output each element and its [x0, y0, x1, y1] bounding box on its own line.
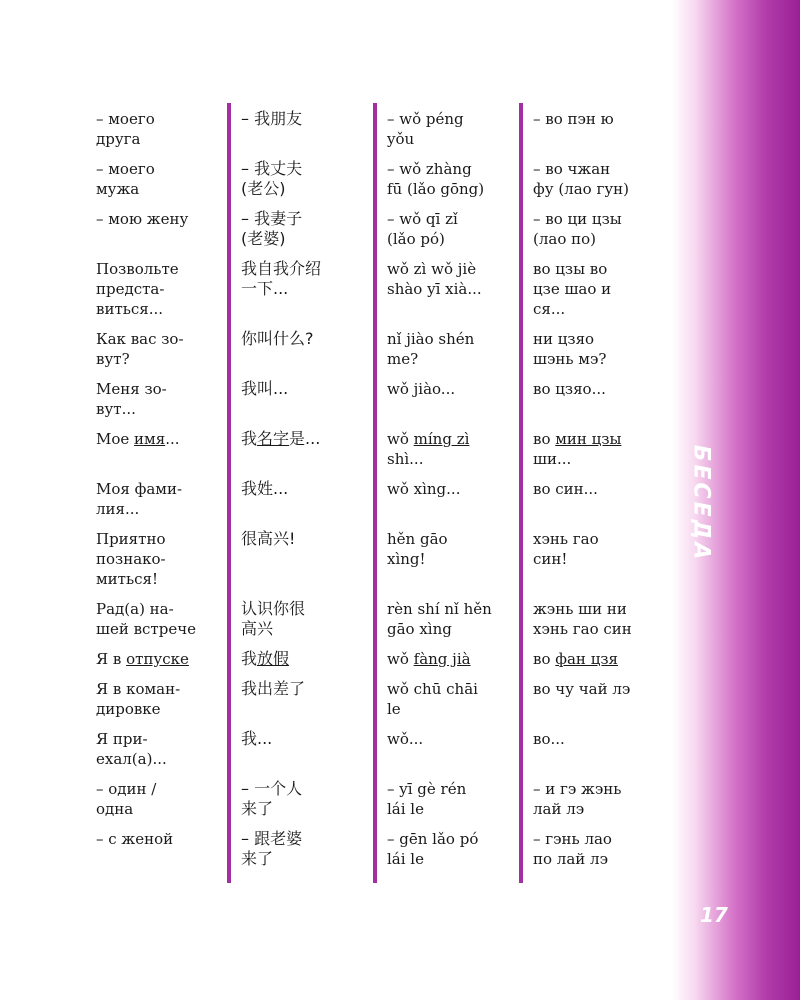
phrase-transliteration: – во чжан фу (лао гун): [521, 153, 665, 203]
phrase-transliteration: во цзы во цзе шао и ся...: [521, 253, 665, 323]
phrase-pinyin: hěn gāo xìng!: [375, 523, 521, 593]
phrase-chinese: 我叫...: [229, 373, 375, 423]
phrase-russian: – мою жену: [96, 210, 189, 228]
phrase-chinese: 我名字是...: [229, 423, 375, 473]
phrase-chinese: – 一个人 来了: [229, 773, 375, 823]
phrase-transliteration: – во ци цзы (лао по): [521, 203, 665, 253]
phrase-pinyin: – wǒ qī zǐ (lǎo pó): [375, 203, 521, 253]
phrase-transliteration: во чу чай лэ: [521, 673, 665, 723]
phrase-row: [92, 773, 665, 823]
phrase-chinese: – 我丈夫 (老公): [229, 153, 375, 203]
phrase-russian: – с женой: [96, 830, 174, 848]
underlined-word: fàng jià: [413, 650, 471, 668]
underlined-word: míng zì: [413, 430, 470, 448]
phrase-transliteration: во фан цзя: [521, 643, 665, 673]
phrase-russian: Я в коман- дировке: [96, 680, 181, 718]
underlined-word: имя: [134, 430, 166, 448]
phrase-russian: Позвольте предста- виться...: [96, 260, 179, 318]
phrase-russian: – моего мужа: [96, 160, 155, 198]
phrase-pinyin: wǒ fàng jià: [375, 643, 521, 673]
phrase-transliteration: ни цзяо шэнь мэ?: [521, 323, 665, 373]
phrase-row: [92, 723, 665, 773]
phrase-row: [92, 643, 665, 673]
phrase-row: [92, 473, 665, 523]
phrase-row: [92, 673, 665, 723]
phrase-pinyin: – wǒ zhàng fū (lǎo gōng): [375, 153, 521, 203]
phrase-russian: – один / одна: [96, 780, 157, 818]
phrase-chinese: 我自我介绍 一下...: [229, 253, 375, 323]
phrase-transliteration: во син...: [521, 473, 665, 523]
phrase-pinyin: wǒ xìng...: [375, 473, 521, 523]
phrase-row: [92, 253, 665, 323]
phrase-transliteration: во мин цзы ши...: [521, 423, 665, 473]
phrase-chinese: 我...: [229, 723, 375, 773]
phrase-russian: Меня зо- вут...: [96, 380, 167, 418]
phrase-transliteration: – и гэ жэнь лай лэ: [521, 773, 665, 823]
phrase-pinyin: wǒ zì wǒ jiè shào yī xià...: [375, 253, 521, 323]
phrase-pinyin: wǒ chū chāi le: [375, 673, 521, 723]
phrase-russian: Как вас зо- вут?: [96, 330, 184, 368]
phrase-russian: Я при- ехал(а)...: [96, 730, 167, 768]
phrase-pinyin: wǒ míng zì shì...: [375, 423, 521, 473]
underlined-word: мин цзы: [555, 430, 622, 448]
phrase-transliteration: – во пэн ю: [521, 103, 665, 153]
phrase-chinese: 很高兴!: [229, 523, 375, 593]
phrase-row: [92, 103, 665, 153]
phrase-row: [92, 523, 665, 593]
phrase-russian: Рад(а) на- шей встрече: [96, 600, 197, 638]
phrase-chinese: 你叫什么?: [229, 323, 375, 373]
phrase-russian: Я в отпуске: [96, 650, 189, 668]
phrase-chinese: – 跟老婆 来了: [229, 823, 375, 883]
phrase-pinyin: nǐ jiào shén me?: [375, 323, 521, 373]
phrase-table: [92, 103, 665, 883]
phrase-chinese: – 我妻子 (老婆): [229, 203, 375, 253]
underlined-word: фан цзя: [555, 650, 618, 668]
phrase-russian: Приятно познако- миться!: [96, 530, 166, 588]
phrase-chinese: 我姓...: [229, 473, 375, 523]
underlined-word: 名字: [257, 429, 290, 448]
phrase-row: [92, 323, 665, 373]
phrase-row: [92, 823, 665, 883]
phrase-row: [92, 593, 665, 643]
phrase-chinese: – 我朋友: [229, 103, 375, 153]
phrase-row: [92, 203, 665, 253]
phrase-chinese: 认识你很 高兴: [229, 593, 375, 643]
phrase-pinyin: – wǒ péng yǒu: [375, 103, 521, 153]
phrase-row: [92, 153, 665, 203]
phrase-row: [92, 373, 665, 423]
phrase-pinyin: rèn shí nǐ hěn gāo xìng: [375, 593, 521, 643]
phrase-transliteration: во...: [521, 723, 665, 773]
phrase-russian: Мое имя...: [96, 430, 180, 448]
phrase-chinese: 我放假: [229, 643, 375, 673]
phrase-pinyin: – yī gè rén lái le: [375, 773, 521, 823]
phrase-pinyin: – gēn lǎo pó lái le: [375, 823, 521, 883]
phrase-pinyin: wǒ...: [375, 723, 521, 773]
phrase-transliteration: хэнь гао син!: [521, 523, 665, 593]
phrase-table-body: [92, 103, 665, 883]
phrase-transliteration: жэнь ши ни хэнь гао син: [521, 593, 665, 643]
section-title: [681, 438, 721, 568]
phrase-chinese: 我出差了: [229, 673, 375, 723]
underlined-word: 放假: [257, 649, 290, 668]
page-number: 17: [700, 903, 728, 927]
phrase-russian: Моя фами- лия...: [96, 480, 183, 518]
phrase-row: [92, 423, 665, 473]
underlined-word: отпуске: [126, 650, 189, 668]
phrase-russian: – моего друга: [96, 110, 155, 148]
phrase-pinyin: wǒ jiào...: [375, 373, 521, 423]
phrase-transliteration: – гэнь лао по лай лэ: [521, 823, 665, 883]
section-title-text: БЕСЕДА: [688, 444, 714, 562]
phrase-transliteration: во цзяо...: [521, 373, 665, 423]
